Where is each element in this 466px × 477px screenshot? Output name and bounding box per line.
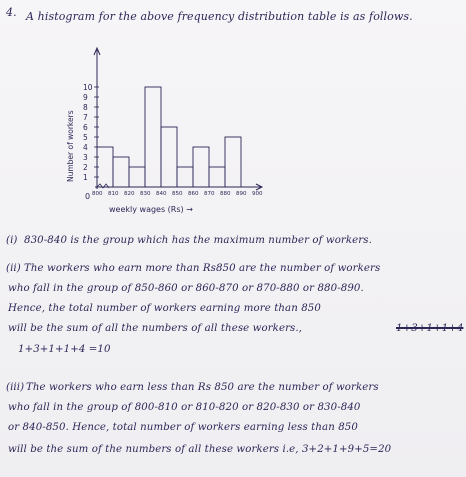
y-tick-label: 7 — [83, 113, 88, 122]
y-tick-label: 1 — [83, 173, 88, 182]
y-tick-label: 9 — [83, 93, 88, 102]
histogram — [42, 42, 342, 227]
answer-iii-marker: (iii) — [6, 382, 25, 393]
question-number: 4. — [6, 6, 17, 19]
x-tick-label: 840 — [156, 191, 167, 197]
answer-ii-line3: Hence, the total number of workers earning more than 850 — [8, 303, 321, 314]
y-axis-label: Number of workers — [66, 110, 75, 182]
x-tick-label: 860 — [188, 191, 199, 197]
answer-ii-marker: (ii) — [6, 263, 21, 274]
answer-i-marker: (i) — [6, 235, 18, 246]
answer-ii-crossed-out: 1+3+1+1+4 — [396, 323, 464, 334]
histogram-bar — [177, 167, 193, 187]
answer-iii-line3: or 840-850. Hence, total number of workers earning less than 850 — [8, 422, 358, 433]
x-axis-label: weekly wages (Rs) → — [109, 205, 193, 214]
x-tick-label: 820 — [124, 191, 135, 197]
x-tick-label: 890 — [236, 191, 247, 197]
answer-ii-line1: The workers who earn more than Rs850 are the number of workers — [24, 263, 381, 274]
x-tick-label: 800 — [92, 191, 103, 197]
y-tick-label: 6 — [83, 123, 88, 132]
histogram-bar — [161, 127, 177, 187]
y-tick-label: 5 — [83, 133, 88, 142]
y-tick-label: 2 — [83, 163, 88, 172]
y-tick-label: 3 — [83, 153, 88, 162]
x-tick-label: 880 — [220, 191, 231, 197]
x-tick-label: 830 — [140, 191, 151, 197]
histogram-bar — [209, 167, 225, 187]
answer-iii-line4: will be the sum of the numbers of all these workers i.e, 3+2+1+9+5=20 — [8, 444, 392, 455]
histogram-bar — [193, 147, 209, 187]
y-tick-label: 8 — [83, 103, 88, 112]
answer-ii-line4: will be the sum of all the numbers of all these workers., — [8, 323, 303, 334]
answer-ii-sum: 1+3+1+1+4 =10 — [18, 344, 111, 355]
x-tick-label: 850 — [172, 191, 183, 197]
x-tick-label: 870 — [204, 191, 215, 197]
origin-label: 0 — [85, 192, 91, 201]
x-tick-label: 810 — [108, 191, 119, 197]
histogram-bar — [113, 157, 129, 187]
answer-iii-line2: who fall in the group of 800-810 or 810-820 or 820-830 or 830-840 — [8, 402, 361, 413]
histogram-bar — [225, 137, 241, 187]
answer-iii-line1: The workers who earn less than Rs 850 are the number of workers — [26, 382, 379, 393]
answer-ii-line2: who fall in the group of 850-860 or 860-870 or 870-880 or 880-890. — [8, 283, 364, 294]
histogram-bar — [97, 147, 113, 187]
histogram-bar — [129, 167, 145, 187]
histogram-bar — [145, 87, 161, 187]
question-text: A histogram for the above frequency distribution table is as follows. — [26, 10, 413, 23]
y-tick-label: 10 — [83, 83, 93, 92]
y-tick-label: 4 — [83, 143, 88, 152]
answer-i-line1: 830-840 is the group which has the maximum number of workers. — [24, 235, 372, 246]
x-tick-label: 900 — [252, 191, 263, 197]
